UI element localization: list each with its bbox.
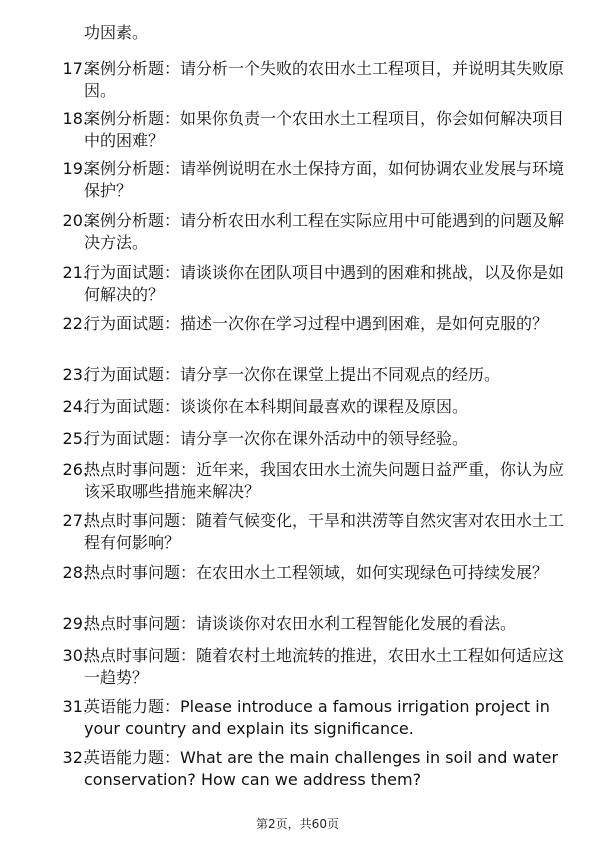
- item-number: 27.: [62, 511, 88, 530]
- item-number: 32.: [62, 748, 88, 767]
- item-number: 19.: [62, 159, 88, 178]
- item-text: 热点时事问题：请谈谈你对农田水利工程智能化发展的看法。: [84, 614, 517, 633]
- item-text: 热点时事问题：在农田水土工程领域，如何实现绿色可持续发展？: [84, 563, 549, 582]
- item-text: 案例分析题：如果你负责一个农田水土工程项目，你会如何解决项目中的困难？: [84, 109, 565, 150]
- item-number: 29.: [62, 614, 88, 633]
- item-text: 行为面试题：请分享一次你在课堂上提出不同观点的经历。: [84, 365, 501, 384]
- item-text: 案例分析题：请分析一个失败的农田水土工程项目，并说明其失败原因。: [84, 59, 565, 100]
- item-text: 行为面试题：请分享一次你在课外活动中的领导经验。: [84, 429, 469, 448]
- item-text: 行为面试题：请谈谈你在团队项目中遇到的困难和挑战，以及你是如何解决的？: [84, 263, 565, 304]
- item-number: 22.: [62, 314, 88, 333]
- item-number: 21.: [62, 263, 88, 282]
- item-number: 17.: [62, 59, 88, 78]
- item-number: 18.: [62, 109, 88, 128]
- item-text: 热点时事问题：近年来，我国农田水土流失问题日益严重，你认为应该采取哪些措施来解决？: [84, 460, 565, 501]
- continued-text: 功因素。: [84, 23, 149, 42]
- item-text: 案例分析题：请分析农田水利工程在实际应用中可能遇到的问题及解决方法。: [84, 211, 565, 252]
- item-number: 30.: [62, 646, 88, 665]
- item-text: 案例分析题：请举例说明在水土保持方面，如何协调农业发展与环境保护？: [84, 159, 565, 200]
- item-text: 英语能力题：What are the main challenges in soil and water conservation? How can we address them?: [84, 748, 559, 789]
- item-number: 23.: [62, 365, 88, 384]
- page-footer: 第2页，共60页: [256, 817, 339, 831]
- item-text: 行为面试题：谈谈你在本科期间最喜欢的课程及原因。: [84, 397, 469, 416]
- item-number: 24.: [62, 397, 88, 416]
- item-number: 26.: [62, 460, 88, 479]
- item-text: 热点时事问题：随着农村土地流转的推进，农田水土工程如何适应这一趋势？: [84, 646, 565, 687]
- item-text: 热点时事问题：随着气候变化，干旱和洪涝等自然灾害对农田水土工程有何影响？: [84, 511, 565, 552]
- item-number: 20.: [62, 211, 88, 230]
- item-text: 行为面试题：描述一次你在学习过程中遇到困难，是如何克服的？: [84, 314, 549, 333]
- item-number: 31.: [62, 697, 88, 716]
- item-number: 28.: [62, 563, 88, 582]
- item-number: 25.: [62, 429, 88, 448]
- item-text: 英语能力题：Please introduce a famous irrigation project in your country and explain its significance.: [84, 697, 550, 738]
